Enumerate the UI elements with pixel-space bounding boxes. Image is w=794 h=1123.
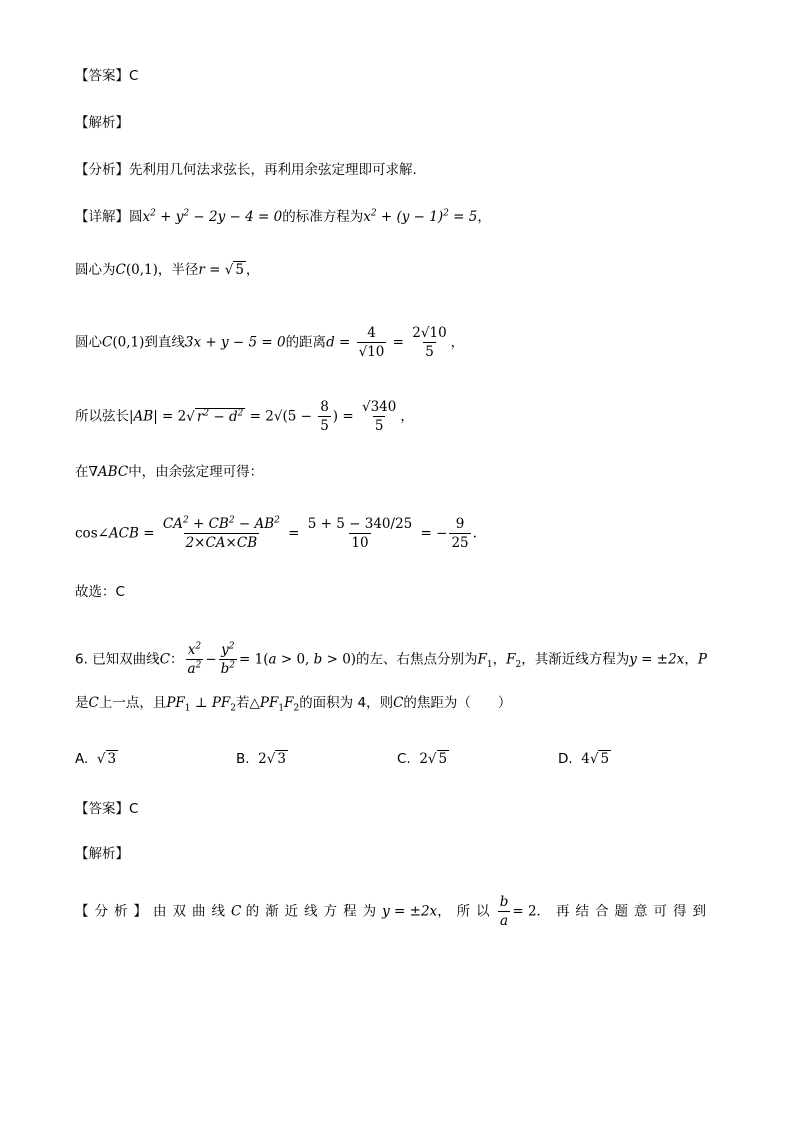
frac-cos-law: $\frac{CA^2 + CB^2 - AB^2}{2\times CA\times CB}$ — [162, 515, 280, 551]
stem-e: 上一点，且 — [98, 695, 167, 711]
q6-stem-line2: 是C上一点，且$PF_1$ ⊥ $PF_2$若$\triangle PF_1F_2$的面积为 4，则C的焦距为（ ） — [75, 695, 512, 714]
q6-fenxi-line: 【分析】由双曲线C 的渐近线方程为y = ±2x，所以 $\frac{b}{a}$ = 2．再结合题意可得到 — [75, 894, 713, 929]
option-b: B. 2√ 3 — [236, 751, 286, 767]
frac-8-5: $\frac{8}{5}$ — [320, 399, 329, 434]
distance-mid: 到直线 — [144, 334, 185, 351]
center-prefix: 圆心为 — [75, 262, 116, 278]
fenxi-tag: 【分析】 — [75, 903, 153, 920]
sqrt5: √ 5 — [224, 262, 244, 278]
triangle-prefix: 在 — [75, 464, 89, 480]
q5-chord-line: 所以弦长|AB| = 2√ $r^2 - d^2 = 2√(5$ − $\frac{8}{5}$ ) = $\frac{√340}{5}$ ， — [75, 399, 414, 434]
option-b-value: 3 — [277, 751, 286, 767]
q6-stem-line1: 6. 已知双曲线C： $\frac{x^2}{a^2}$ − $\frac{y^2}{b^2}$ = 1(a > 0, b > 0)的左、右焦点分别为$F_1$，$F_2$，其渐近线方程为y = ±2x，P — [75, 641, 707, 677]
frac-y2-b2: $\frac{y^2}{b^2}$ — [220, 641, 236, 677]
fenxi-tag: 【分析】 — [75, 162, 129, 178]
frac-2sqrt10-5: $\frac{2√10}{5}$ — [412, 325, 447, 360]
radius-word: ，半径 — [157, 262, 199, 278]
fenxi-d: ．再结合题意可得到 — [536, 903, 713, 920]
option-a: A. √ 3 — [75, 751, 117, 767]
stem-b: 的左、右焦点分别为 — [356, 651, 478, 668]
q5-conclusion: 故选：C — [75, 584, 125, 600]
option-d-value: 5 — [600, 751, 610, 767]
answer-tag: 【答案】 — [75, 801, 129, 817]
frac-9-25: $\frac{9}{25}$ — [451, 516, 469, 551]
option-d-coef: 4 — [581, 751, 590, 767]
detail-circle-word: 圆 — [129, 209, 143, 225]
option-c-label: C. — [397, 751, 411, 767]
option-b-coef: 2 — [258, 751, 267, 767]
q6-answer-line — [75, 799, 138, 819]
stem-c: ，其渐近线方程为 — [521, 651, 630, 668]
answer-value: C — [129, 801, 139, 817]
q5-distance-line: 圆心C(0,1)到直线3x + y − 5 = 0的距离d = $\frac{4}{√10}$ = $\frac{2√10}{5}$ ， — [75, 325, 465, 360]
question-number: 6. — [75, 651, 88, 668]
option-a-label: A. — [75, 751, 89, 767]
distance-prefix: 圆心 — [75, 334, 102, 351]
stem-g: 的面积为 4，则 — [299, 695, 394, 711]
triangle-text: 中，由余弦定理可得： — [128, 464, 264, 480]
frac-sqrt340-5: $\frac{√340}{5}$ — [361, 399, 397, 434]
fenxi-text: 先利用几何法求弦长，再利用余弦定理即可求解. — [129, 162, 417, 178]
q6-analysis-tag: 【解析】 — [75, 846, 129, 862]
fenxi-c: ，所以 — [437, 903, 496, 920]
q5-analysis-tag: 【解析】 — [75, 115, 129, 131]
line-equation: 3x + y − 5 = 0 — [184, 334, 286, 351]
detail-tag: 【详解】 — [75, 209, 129, 225]
option-c-coef: 2 — [419, 751, 428, 767]
q5-triangle-line: 在∇ABC中，由余弦定理可得： — [75, 464, 264, 480]
fenxi-a: 由双曲线 — [153, 903, 231, 920]
stem-d: 是 — [75, 695, 89, 711]
option-a-value: 3 — [107, 751, 117, 767]
option-d-label: D. — [558, 751, 573, 767]
distance-word: 的距离 — [285, 334, 327, 351]
frac-x2-a2: $\frac{x^2}{a^2}$ — [187, 641, 202, 677]
q5-answer-line — [75, 66, 138, 86]
radius-expression: r = — [198, 262, 225, 278]
detail-std-word: 的标准方程为 — [282, 209, 364, 225]
stem-h: 的焦距为（ ） — [403, 695, 512, 711]
stem-a: 已知双曲线 — [92, 651, 160, 668]
answer-value: C — [129, 68, 139, 84]
center-point: C — [115, 262, 126, 278]
option-c: C. 2√ 5 — [397, 751, 448, 767]
q5-fenxi-line — [75, 160, 417, 180]
fenxi-b: 的渐近线方程为 — [245, 903, 383, 920]
stem-f: 若 — [236, 695, 250, 711]
frac-numeric: $\frac{5 + 5 - 340/25}{10}$ — [307, 516, 413, 551]
chord-prefix: 所以弦长 — [75, 408, 129, 425]
answer-tag: 【答案】 — [75, 68, 129, 84]
frac-b-a: $\frac{b}{a}$ — [499, 894, 509, 929]
option-d: D. 4√ 5 — [558, 751, 610, 767]
q5-center-line: 圆心为C(0,1)，半径r = √ 5 ， — [75, 262, 260, 278]
q5-cos-line: cos∠ACB = $\frac{CA^2 + CB^2 - AB^2}{2\times CA\times CB}$ = $\frac{5 + 5 - 340/25}{10}$ = − $\frac{9}{25}$ . — [75, 515, 477, 551]
circle-equation: $x^2 + y^2 - 2y - 4 = 0$ — [142, 208, 283, 225]
q5-detail-line: 【详解】圆$x^2 + y^2 - 2y - 4 = 0$的标准方程为$x^2 + (y - 1)^2 = 5$， — [75, 208, 491, 225]
frac-4-sqrt10: $\frac{4}{√10}$ — [358, 325, 385, 360]
standard-equation: $x^2 + (y - 1)^2 = 5$ — [363, 208, 478, 225]
option-b-label: B. — [236, 751, 250, 767]
option-c-value: 5 — [438, 751, 448, 767]
